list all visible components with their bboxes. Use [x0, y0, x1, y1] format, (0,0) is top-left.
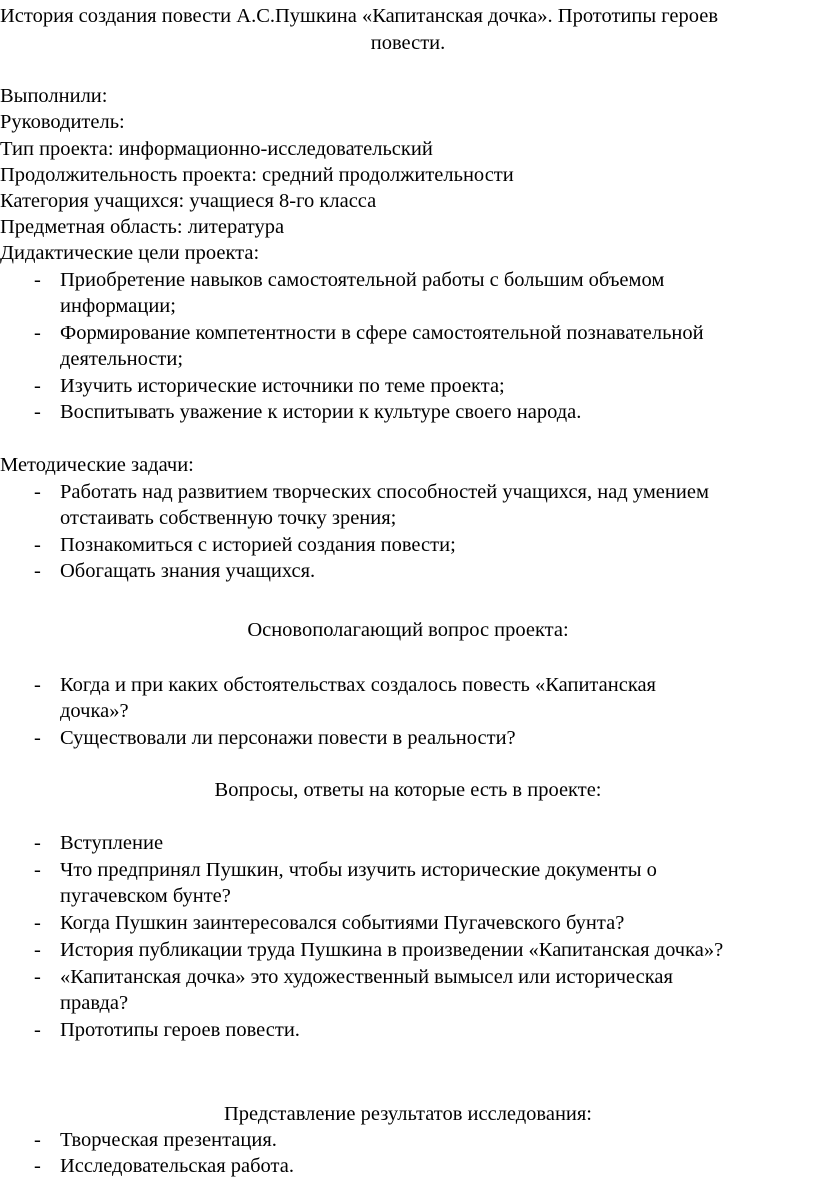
didactic-goal-1-line-1: Приобретение навыков самостоятельной работы с большим объемом: [60, 269, 665, 291]
supervisor: Руководитель:: [0, 111, 125, 133]
bullet-dash: -: [34, 1155, 41, 1177]
bullet-dash: -: [34, 674, 41, 696]
student-category: Категория учащихся: учащиеся 8-го класса: [0, 190, 377, 212]
didactic-goal-4: Воспитывать уважение к истории к культуре своего народа.: [60, 401, 582, 423]
subject-area: Предметная область: литература: [0, 216, 285, 238]
bullet-dash: -: [34, 401, 41, 423]
fundamental-question-1-line-2: дочка»?: [60, 700, 129, 722]
bullet-dash: -: [34, 727, 41, 749]
bullet-dash: -: [34, 560, 41, 582]
didactic-goal-3: Изучить исторические источники по теме проекта;: [60, 375, 505, 397]
question-2-line-2: пугачевском бунте?: [60, 885, 231, 907]
methodical-task-1-line-2: отстаивать собственную точку зрения;: [60, 507, 397, 529]
fundamental-question-2: Существовали ли персонажи повести в реальности?: [60, 727, 516, 749]
bullet-dash: -: [34, 481, 41, 503]
question-5-line-1: «Капитанская дочка» это художественный вымысел или историческая: [60, 966, 673, 988]
didactic-goal-2-line-2: деятельности;: [60, 348, 184, 370]
questions-heading: Вопросы, ответы на которые есть в проекте:: [214, 779, 602, 801]
question-6: Прототипы героев повести.: [60, 1019, 300, 1041]
didactic-goal-1-line-2: информации;: [60, 295, 176, 317]
methodical-task-2: Познакомиться с историей создания повести;: [60, 534, 456, 556]
methodical-task-1-line-1: Работать над развитием творческих способностей учащихся, над умением: [60, 481, 709, 503]
bullet-dash: -: [34, 859, 41, 881]
question-1: Вступление: [60, 832, 164, 854]
bullet-dash: -: [34, 269, 41, 291]
result-2: Исследовательская работа.: [60, 1155, 294, 1177]
bullet-dash: -: [34, 912, 41, 934]
question-5-line-2: правда?: [60, 992, 129, 1014]
performed-by: Выполнили:: [0, 85, 108, 107]
fundamental-heading: Основополагающий вопрос проекта:: [247, 619, 569, 641]
bullet-dash: -: [34, 375, 41, 397]
question-2-line-1: Что предпринял Пушкин, чтобы изучить исторические документы о: [60, 859, 657, 881]
project-duration: Продолжительность проекта: средний продолжительности: [0, 164, 514, 186]
bullet-dash: -: [34, 832, 41, 854]
question-3: Когда Пушкин заинтересовался событиями Пугачевского бунта?: [60, 912, 625, 934]
project-type: Тип проекта: информационно-исследовательский: [0, 138, 433, 160]
question-4: История публикации труда Пушкина в произведении «Капитанская дочка»?: [60, 939, 724, 961]
title-line-1: История создания повести А.С.Пушкина «Капитанская дочка». Прототипы героев: [0, 5, 719, 27]
didactic-heading: Дидактические цели проекта:: [0, 242, 260, 264]
bullet-dash: -: [34, 966, 41, 988]
didactic-goal-2-line-1: Формирование компетентности в сфере самостоятельной познавательной: [60, 322, 704, 344]
result-1: Творческая презентация.: [60, 1129, 277, 1151]
bullet-dash: -: [34, 534, 41, 556]
bullet-dash: -: [34, 939, 41, 961]
title-line-2: повести.: [370, 32, 446, 54]
fundamental-question-1-line-1: Когда и при каких обстоятельствах создалось повесть «Капитанская: [60, 674, 656, 696]
bullet-dash: -: [34, 1019, 41, 1041]
bullet-dash: -: [34, 1129, 41, 1151]
bullet-dash: -: [34, 322, 41, 344]
methodical-task-3: Обогащать знания учащихся.: [60, 560, 316, 582]
results-heading: Представление результатов исследования:: [223, 1103, 593, 1125]
methodical-heading: Методические задачи:: [0, 454, 194, 476]
